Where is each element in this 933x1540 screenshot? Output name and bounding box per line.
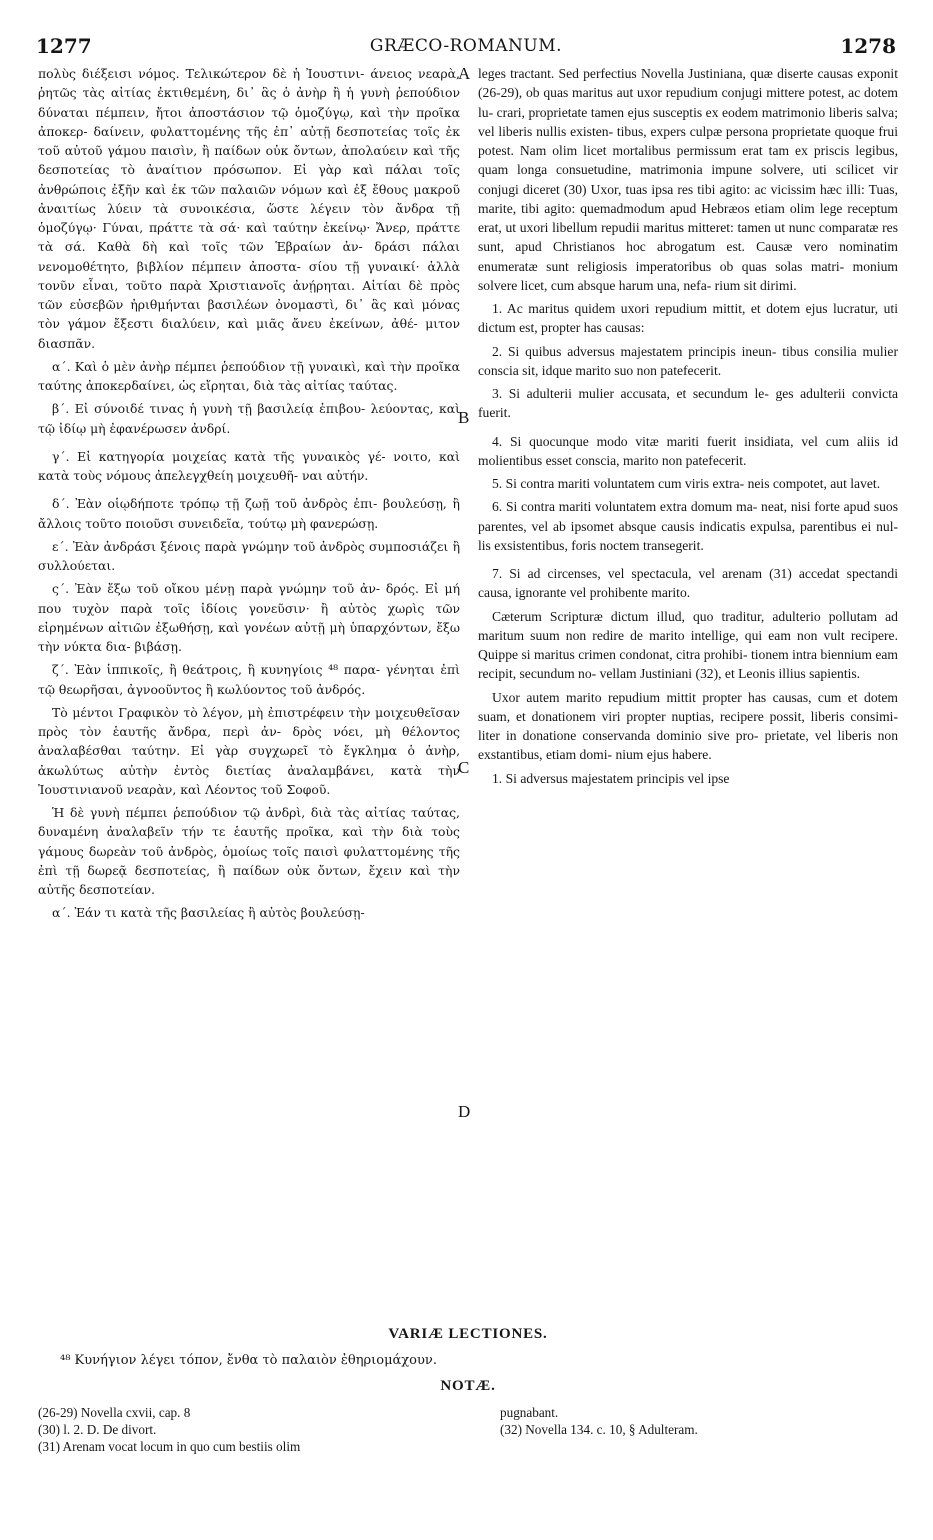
text-line: leges tractant. Sed perfectius Novella Justiniana, quæ: [478, 66, 778, 81]
text-line: neat, nisi forte apud suos parentes, vel ab ipsomet: [478, 499, 898, 534]
text-line: βιβάσῃ.: [134, 639, 182, 654]
text-line: τὰ συνοικέσια, ὥστε λέγειν τὸν ἄνδρα τῇ ὁμοζύγῳ·: [38, 200, 460, 235]
greek-paragraph: [38, 703, 460, 799]
text-line: ἐκ τοῦ αὐτοῦ γάμου παισὶν, ἢ παίδων οὐκ ὄντων,: [38, 123, 460, 158]
text-line: 4. Si quocunque modo vitæ mariti fuerit insidiata,: [492, 433, 802, 449]
latin-column: [478, 64, 898, 788]
text-line: vel cum aliis id molientibus esset conscia, marito: [478, 433, 898, 468]
text-line: τοῦ ἀνδρός.: [290, 681, 366, 697]
text-line: νοιτο, καὶ κατὰ τοὺς νόμους ἀπελεγχθείη μοιχευθῆ-: [38, 448, 460, 483]
running-title: GRÆCO-ROMANUM.: [369, 36, 563, 56]
text-line: adulterio pollutam ad maritum suum non redire: [478, 608, 898, 643]
text-line: δαίνειν, φυλαττομένης τῆς ἐπ᾽ αὐτῇ δεσποτείας τοῖς: [93, 123, 446, 139]
page-header: [36, 34, 896, 60]
text-line: ς΄. Ἐὰν ἔξω τοῦ οἴκου μένῃ παρὰ γνώμην τοῦ ἀν-: [52, 581, 381, 597]
text-line: vellam Justiniani (32), et Leonis illius sapientis.: [599, 666, 861, 682]
variae-lectiones-heading: VARIÆ LECTIONES.: [388, 1326, 548, 1342]
footnote: (31) Arenam vocat locum in quo cum bestiis olim: [38, 1439, 301, 1454]
notae-heading: NOTÆ.: [440, 1378, 496, 1394]
latin-item-1b: [478, 769, 898, 788]
text-line: tionem intra biennium eam recipit, secundum no-: [478, 647, 898, 682]
text-line: 1. Ac maritus quidem uxori repudium mittit, et: [492, 301, 767, 316]
text-line: diserte causas exponit (26-29), ob quas maritus aut: [478, 66, 898, 101]
text-line: nunc comparatæ res sunt, apud Christianos hoc: [478, 220, 898, 255]
greek-item-2: [38, 399, 460, 438]
text-line: causas:: [605, 320, 645, 336]
page-number-left: 1277: [36, 34, 92, 58]
latin-item-2: [478, 342, 898, 381]
greek-item-3: [38, 447, 460, 486]
text-line: α΄. Ἐάν τι κατὰ τῆς βασιλείας ἢ αὐτὸς βουλεύσῃ-: [52, 905, 365, 921]
text-line: προῖκα, καὶ τὴν διὰ τοὺς γάμους δωρεὰν τοῦ ἀνδρὸς,: [38, 824, 460, 859]
greek-item-4: [38, 494, 460, 533]
text-line: dotem ejus lucratur, uti dictum est, propter has: [478, 301, 898, 336]
text-line: de marito intellige, qui eam non vult recipere.: [630, 627, 898, 643]
footnote: pugnabant.: [500, 1405, 559, 1420]
text-line: δράσι πάλαι νενομοθέτητο, βιβλίον πέμπειν ἀποστα-: [38, 239, 460, 274]
text-line: 2. Si quibus adversus majestatem principis ineun-: [492, 343, 777, 359]
text-line: διὰ τὰς αἰτίας ταύτας.: [253, 378, 398, 393]
text-line: lis exsistentibus, foris noctem transegerit.: [478, 537, 704, 553]
text-line: Quippe si maritus crimen condonat, citra prohibi-: [478, 647, 748, 662]
latin-item-3: [478, 384, 898, 423]
margin-letter-a: A: [458, 64, 471, 83]
text-line: uxor repudium conjugi mittere potest, ac dotem lu-: [478, 85, 898, 120]
text-line: accedat spectandi causa, ignorante vel prohibente: [478, 566, 898, 601]
latin-item-4: [478, 432, 898, 471]
text-line: δρός. Εἰ μή που τυχὸν παρὰ τοῖς ἰδίοις γονεῦσιν·: [38, 581, 460, 616]
greek-item-6: [38, 579, 460, 656]
latin-paragraph: [478, 688, 898, 765]
text-line: matrimonio liberis salva; vel liberis nullis existen-: [478, 104, 898, 139]
text-line: ἀπολαύειν καὶ τῆς δεσποτείας τὸ ἀναίτιον πρόσωπον.: [38, 143, 460, 178]
text-line: ἠριθμήνται βασιλέων ὀνομαστὶ, δι᾽ ἃς καὶ μόνας τὸν: [38, 297, 460, 332]
greek-item-7: [38, 660, 460, 699]
text-line: δ΄. Ἐὰν οἱῳδήποτε τρόπῳ τῇ ζωῇ τοῦ ἀνδρὸς ἐπι-: [52, 496, 378, 512]
notes-left-column: [38, 1404, 458, 1455]
text-line: 7. Si ad circenses, vel spectacula, vel arenam (31): [492, 566, 799, 581]
text-line: monium solvere licet, cum absque harum una, nefa-: [478, 258, 898, 293]
text-line: ζ΄. Ἐὰν ἱππικοῖς, ἢ θεάτροις, ἢ κυνηγίοις ⁴⁸ παρα-: [52, 662, 381, 678]
text-line: τὴν μοιχευθεῖσαν πρὸς τὸν ἑαυτῆς ἄνδρα, περὶ ἀν-: [38, 704, 460, 739]
text-line: ἀποστάσιον τῷ ὁμοζύγῳ, καὶ τὴν προῖκα ἀποκερ-: [38, 104, 460, 139]
text-line: ε΄. Ἐὰν ἀνδράσι ξένοις παρὰ γνώμην τοῦ ἀνδρὸς: [52, 538, 369, 554]
text-line: ἀνὴρ ἢ ἡ γυνὴ ῥεπούδιον δύναται πέμπειν, ἤτοι: [38, 85, 460, 120]
text-line: ἢ αὐτὸς χωρὶς τῶν εἰρημένων αἰτιῶν ἐξωθήσῃ, καὶ: [38, 600, 460, 635]
text-line: non patefecerit.: [661, 452, 747, 468]
text-line: neis compotet, aut lavet.: [747, 476, 881, 491]
text-line: σίου τῇ γυναικί· ἀλλὰ τονῦν εἶναι, τοῦτο παρὰ: [38, 258, 460, 293]
text-line: παλαιῶν νόμων καὶ ἐξ ἔθους μακροῦ ἀναιτίως λύειν: [38, 181, 460, 216]
text-line: μὴ φανερώσῃ.: [290, 515, 379, 531]
text-line: Γύναι, πράττε τὰ σά· καὶ ταύτην ἐκείνῳ· Ἄνερ,: [102, 220, 417, 235]
text-line: συμποσιάζει ἢ συλλούεται.: [38, 538, 461, 573]
text-line: causas, cum et dotem suam, et donationem viri: [478, 689, 899, 724]
text-line: nium ejus habere.: [615, 747, 712, 763]
text-line: γονέων αὐτῇ μὴ ὑπαρχόντων, ἔξω τὴν νύκτα δια-: [38, 619, 460, 654]
variae-lectiones-line: ⁴⁸ Κυνήγιον λέγει τόπον, ἔνθα τὸ παλαιὸν ἐθηριομάχουν.: [60, 1353, 437, 1368]
text-line: 5. Si contra mariti voluntatem cum viris extra-: [492, 476, 745, 491]
text-line: διετίας ἀναλαμβάνει, κατὰ τὴν Ἰουστινιανοῦ νεαρὰν,: [38, 762, 460, 797]
latin-paragraph: [478, 64, 898, 295]
text-line: δεσποτείαν.: [79, 882, 155, 897]
text-line: diceret (30) Uxor, tuas ipsa res tibi agito: ac vicissim: [522, 181, 820, 197]
text-line: potest. Nam olim licet mortalibus permissum erat: [478, 143, 769, 158]
greek-column: [38, 64, 460, 923]
text-line: βουλεύσῃ, ἢ ἄλλοις τοῦτο ποιοῦσι συνειδεῖα, τούτῳ: [38, 496, 460, 531]
latin-paragraph: [478, 607, 898, 684]
text-line: rium sit dirimi.: [714, 277, 797, 293]
text-line: tibus consilia mulier conscia sit, idque marito suo: [478, 343, 898, 378]
text-line: marito.: [651, 585, 691, 601]
text-line: crari, proprietate tamen ejus susceptis ex eodem: [496, 104, 762, 120]
notes-right-column: [500, 1404, 900, 1438]
text-line: καὶ Λέοντος τοῦ Σοφοῦ.: [180, 781, 331, 797]
text-line: αἰτίας ταύτας, δυναμένη ἀναλαβεῖν τήν τε ἑαυτῆς: [38, 805, 460, 840]
greek-item-1b: [38, 903, 460, 922]
text-line: 6. Si contra mariti voluntatem extra domum ma-: [492, 499, 758, 515]
footnote: (26-29) Novella cxvii, cap. 8: [38, 1405, 191, 1420]
text-line: Τὸ μέντοι Γραφικὸν τὸ λέγον, μὴ ἐπιστρέφειν: [52, 704, 349, 720]
latin-item-7: [478, 564, 898, 603]
latin-item-6: [478, 497, 898, 555]
text-line: ges adulterii convicta fuerit.: [478, 386, 899, 421]
text-line: Ἡ δὲ γυνὴ πέμπει ῥεπούδιον τῷ ἀνδρὶ, διὰ τὰς: [52, 805, 366, 820]
text-line: β΄. Εἰ σύνοιδέ τινας ἡ γυνὴ τῇ βασιλείᾳ ἐπιβου-: [52, 401, 366, 417]
text-line: γάμον ἔξεστι διαλύειν, καὶ μιᾶς ἄνευ ἐκείνων, ἀθέ-: [67, 316, 418, 332]
text-line: πολὺς διέξεισι νόμος. Τελικώτερον δὲ ἡ Ἰουστινι-: [38, 66, 365, 81]
greek-paragraph: [38, 64, 460, 353]
text-line: 1. Si adversus majestatem principis vel ipse: [492, 770, 730, 786]
text-line: πράττε τὰ σά. Καθὰ δὴ καὶ τοῖς τῶν Ἑβραίων ἀν-: [38, 220, 460, 255]
text-line: δρὸς νόει, μὴ θέλοντος ἀναλαβέσθαι ταύτην. Εἰ γὰρ: [38, 724, 460, 759]
text-line: άνειος νεαρὰ, ῥητῶς τὰς αἰτίας ἐκτιθεμένη, δι᾽ ἃς ὁ: [38, 66, 460, 101]
footnote: (30) l. 2. D. De divort.: [38, 1422, 157, 1437]
text-line: Εἰ γὰρ καὶ πάλαι τοῖς ἀνθρώποις ἐξῆν καὶ ἐκ τῶν: [38, 162, 460, 197]
text-line: Uxor autem marito repudium mittit propter has: [492, 689, 773, 705]
text-line: 3. Si adulterii mulier accusata, et secundum le-: [492, 386, 769, 401]
text-line: tibus, expers culpæ persona proprietate quoque frui: [616, 123, 898, 139]
text-line: συγχωρεῖ τὸ ἔγκλημα ὁ ἀνὴρ, ἀκωλύτως αὐτὴν ἐντὸς: [38, 743, 461, 778]
text-line: tam ex priscis legibus, quam longa consuetudine,: [478, 143, 898, 178]
text-line: γ΄. Εἰ κατηγορία μοιχείας κατὰ τῆς γυναικὸς γέ-: [52, 448, 386, 464]
greek-item-1: [38, 357, 460, 396]
text-line: matrimonia impune solvere, uti scilicet vir conjugi: [478, 162, 898, 197]
text-line: liter in donatione conservanda dominio sive pro-: [478, 728, 759, 743]
margin-letter-c: C: [458, 758, 470, 777]
text-line: non patefecerit.: [636, 362, 722, 378]
margin-letter-b: B: [458, 408, 470, 427]
text-line: ὁμοίως τοῖς παισὶ φυλαττομένης τῆς ἐπὶ τῇ δωρεᾷ: [38, 843, 460, 878]
text-line: absque causis indicatis expulsa, parentibus ei nul-: [618, 518, 898, 534]
text-line: uxori libellum repudii maritus mitteret: tamen ut: [519, 220, 789, 235]
margin-letter-d: D: [458, 1102, 471, 1121]
text-line: Χριστιανοῖς ἀνῄρηται. Αἰτίαι δὲ πρὸς τῶν εὐσεβῶν: [38, 277, 460, 312]
footnote: (32) Novella 134. c. 10, § Adulteram.: [500, 1422, 698, 1437]
text-line: μιτον διασπᾶν.: [38, 316, 460, 351]
text-line: α΄. Καὶ ὁ μὲν ἀνὴρ πέμπει ῥεπούδιον τῇ γυναικὶ,: [52, 358, 365, 374]
text-line: abrogatum est. Causæ vero nominatim enumeratæ: [478, 239, 898, 274]
text-line: γένηται ἐπὶ τῷ θεωρῆσαι, ἀγνοοῦντος ἢ κωλύοντος: [38, 662, 460, 697]
text-line: propter nuptias, recipere possit, liberis consimi-: [626, 708, 898, 724]
latin-item-1: [478, 299, 898, 338]
text-line: ναι αὐτήν.: [301, 468, 369, 483]
text-line: δεσποτείας, ἢ παίδων οὐκ ὄντων, ἔχειν καὶ τὴν αὐτῆς: [38, 862, 460, 897]
text-line: Cæterum Scripturæ dictum illud, quo traditur,: [492, 608, 773, 624]
greek-item-5: [38, 537, 460, 576]
text-line: hæc illi: Tuas, marite, tibi agito: quemadmodum: [478, 181, 898, 216]
page-number-right: 1278: [840, 34, 896, 58]
text-line: sunt religiosis imperatoribus ob quas solas matri-: [546, 258, 845, 274]
text-line: apud Hebræos etiam olim lege receptum erat, ut: [478, 200, 899, 235]
text-line: καὶ τὴν προῖκα ταύτης ἀποκερδαίνει, ὡς εἴρηται,: [38, 358, 461, 393]
latin-item-5: [478, 474, 898, 493]
text-line: prietate, vel liberis non exstantibus, etiam domi-: [478, 728, 899, 763]
greek-paragraph: [38, 803, 460, 899]
text-line: λεύοντας, καὶ τῷ ἰδίῳ μὴ ἐφανέρωσεν ἀνδρί.: [38, 401, 460, 436]
